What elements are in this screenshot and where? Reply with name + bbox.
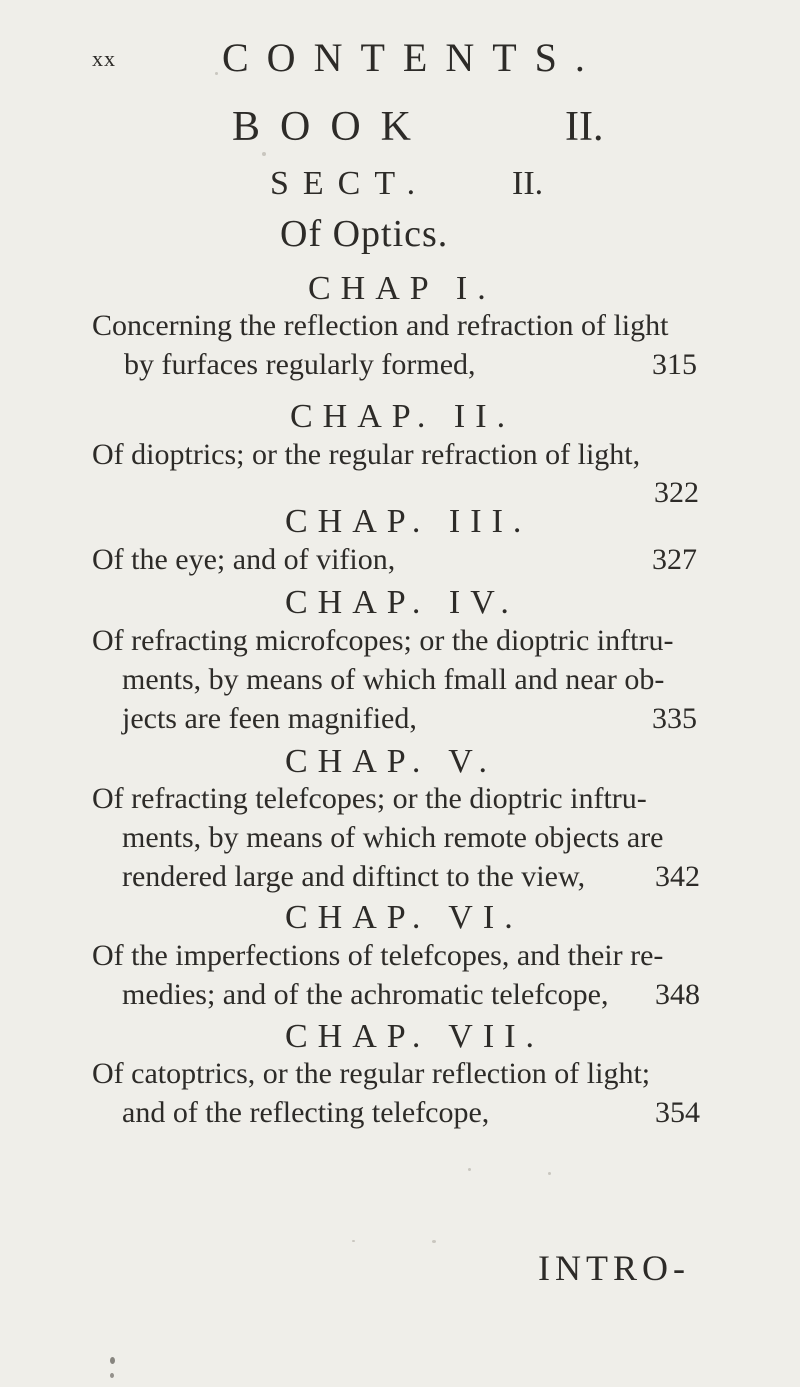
chapter-heading: CHAP. II.: [290, 398, 516, 435]
chapter-entry-line: rendered large and diftinct to the view,: [122, 860, 586, 893]
ink-blot: [110, 1373, 114, 1378]
part-title: Of Optics.: [280, 213, 449, 255]
chapter-entry-line: jects are feen magnified,: [122, 702, 417, 735]
chapter-entry-line: medies; and of the achromatic telefcope,: [122, 978, 609, 1011]
book-label: BOOK: [232, 104, 432, 150]
catchword: INTRO-: [538, 1248, 690, 1288]
chapter-entry-line: Of refracting microfcopes; or the dioptric inftru-: [92, 624, 674, 657]
section-label: SECT.: [270, 165, 430, 202]
book-number: II.: [565, 104, 604, 150]
chapter-entry-line: ments, by means of which fmall and near ob-: [122, 663, 665, 696]
folio-number: xx: [92, 46, 116, 71]
page-reference: 342: [655, 860, 700, 893]
page-reference: 322: [654, 476, 699, 509]
page-reference: 315: [652, 348, 697, 381]
paper-speck: [548, 1172, 551, 1175]
page-reference: 327: [652, 543, 697, 576]
chapter-entry-line: Of dioptrics; or the regular refraction of light,: [92, 438, 641, 471]
page-reference: 354: [655, 1096, 700, 1129]
ink-blot: [110, 1357, 115, 1364]
chapter-entry-line: by furfaces regularly formed,: [124, 348, 476, 381]
chapter-entry-line: Of catoptrics, or the regular reflection of light;: [92, 1057, 651, 1090]
paper-speck: [468, 1168, 471, 1171]
page-reference: 348: [655, 978, 700, 1011]
paper-speck: [352, 1240, 355, 1242]
page-reference: 335: [652, 702, 697, 735]
chapter-heading: CHAP. VII.: [285, 1018, 545, 1055]
chapter-heading: CHAP. III.: [285, 503, 532, 540]
chapter-heading: CHAP I.: [308, 270, 496, 307]
chapter-entry-line: Of the imperfections of telefcopes, and their re-: [92, 939, 664, 972]
chapter-entry-line: Of the eye; and of vifion,: [92, 543, 396, 576]
chapter-heading: CHAP. V.: [285, 743, 497, 780]
chapter-heading: CHAP. IV.: [285, 584, 519, 621]
chapter-heading: CHAP. VI.: [285, 899, 523, 936]
chapter-entry-line: and of the reflecting telefcope,: [122, 1096, 490, 1129]
running-title: CONTENTS.: [222, 35, 603, 80]
section-number: II.: [512, 165, 544, 202]
paper-speck: [215, 72, 218, 75]
paper-speck: [432, 1240, 436, 1243]
paper-speck: [262, 152, 266, 156]
chapter-entry-line: ments, by means of which remote objects are: [122, 821, 664, 854]
chapter-entry-line: Concerning the reflection and refraction of light: [92, 309, 669, 342]
chapter-entry-line: Of refracting telefcopes; or the dioptric inftru-: [92, 782, 647, 815]
